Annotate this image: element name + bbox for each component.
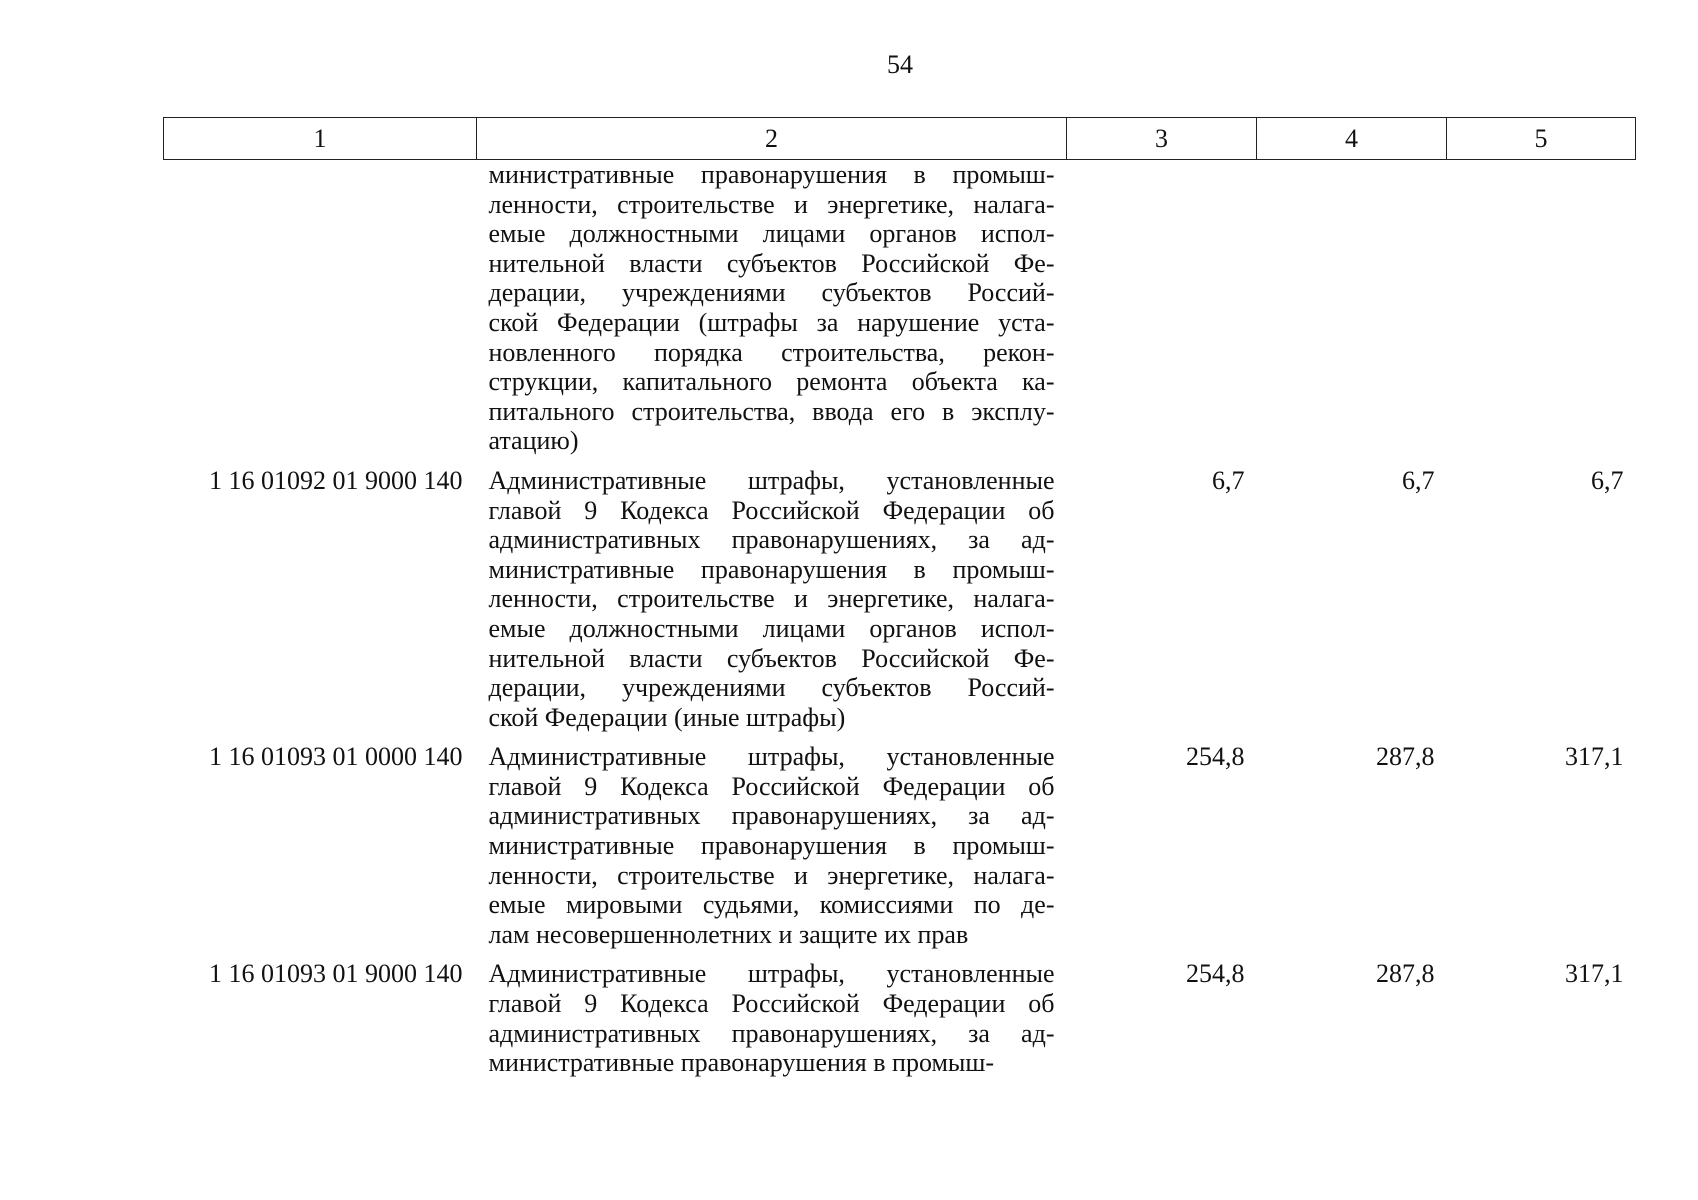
table-row	[164, 160, 1636, 466]
description-line: емые должностными лицами органов испол-	[488, 219, 1055, 249]
description-line: Административные штрафы, установленные	[488, 465, 1055, 495]
description-line: атацию)	[488, 426, 579, 456]
description-cell	[477, 959, 1067, 1087]
description-line: нительной власти субъектов Российской Фе-	[488, 643, 1055, 673]
description-line: министративные правонарушения в промыш-	[488, 160, 1055, 189]
description-cell	[477, 160, 1067, 466]
description-line: главой 9 Кодекса Российской Федерации об	[488, 495, 1055, 525]
description-line: министративные правонарушения в промыш-	[488, 831, 1055, 861]
description-line: главой 9 Кодекса Российской Федерации об	[488, 989, 1055, 1019]
description-line: ленности, строительстве и энергетике, налага-	[488, 584, 1055, 614]
value-cell-col-4: 6,7	[1402, 465, 1435, 495]
budget-code-cell	[164, 160, 477, 466]
column-header-4: 4	[1257, 118, 1447, 160]
value-cell-col-3: 6,7	[1212, 465, 1245, 495]
value-cell-col-3: 254,8	[1186, 742, 1245, 772]
value-cell-col-3	[1067, 160, 1257, 466]
value-cell-col-4: 287,8	[1376, 959, 1435, 989]
description-line: административных правонарушениях, за ад-	[488, 1018, 1055, 1048]
description-line: ской Федерации (иные штрафы)	[488, 702, 846, 732]
description-line: дерации, учреждениями субъектов Россий-	[488, 673, 1055, 703]
column-header-5: 5	[1447, 118, 1636, 160]
description-line: нительной власти субъектов Российской Фе-	[488, 248, 1055, 278]
description-line: Административные штрафы, установленные	[488, 742, 1055, 772]
column-header-3: 3	[1067, 118, 1257, 160]
page-number: 54	[887, 50, 913, 79]
table-header-row	[164, 118, 1636, 160]
value-cell-col-4: 287,8	[1376, 742, 1435, 772]
description-line: емые должностными лицами органов испол-	[488, 613, 1055, 643]
description-line: струкции, капитального ремонта объекта ка-	[488, 367, 1055, 397]
description-line: ленности, строительстве и энергетике, налага-	[488, 860, 1055, 890]
description-line: административных правонарушениях, за ад-	[488, 525, 1055, 555]
value-cell-col-3: 254,8	[1186, 959, 1245, 989]
value-cell-col-4	[1257, 160, 1447, 466]
description-line: лам несовершеннолетних и защите их прав	[488, 919, 969, 949]
table-body	[164, 160, 1636, 1088]
description-cell	[477, 742, 1067, 959]
description-line: ской Федерации (штрафы за нарушение уста-	[488, 307, 1055, 337]
description-line: емые мировыми судьями, комиссиями по де-	[488, 890, 1055, 920]
value-cell-col-5: 317,1	[1565, 742, 1624, 772]
budget-table	[163, 117, 1636, 1088]
description-line: новленного порядка строительства, рекон-	[488, 337, 1055, 367]
description-line: министративные правонарушения в промыш-	[488, 554, 1055, 584]
budget-code-cell: 1 16 01092 01 9000 140	[209, 465, 463, 495]
description-line: питального строительства, ввода его в эксплу-	[488, 396, 1055, 426]
description-line: Административные штрафы, установленные	[488, 959, 1055, 989]
column-header-2: 2	[477, 118, 1067, 160]
description-line: дерации, учреждениями субъектов Россий-	[488, 278, 1055, 308]
description-line: ленности, строительстве и энергетике, налага-	[488, 189, 1055, 219]
table-row	[164, 466, 1636, 742]
description-cell	[477, 466, 1067, 742]
table-row	[164, 959, 1636, 1087]
column-header-1: 1	[164, 118, 477, 160]
description-line: административных правонарушениях, за ад-	[488, 801, 1055, 831]
budget-code-cell: 1 16 01093 01 0000 140	[209, 742, 463, 772]
value-cell-col-5: 317,1	[1565, 959, 1624, 989]
budget-code-cell: 1 16 01093 01 9000 140	[209, 959, 463, 989]
value-cell-col-5: 6,7	[1591, 465, 1624, 495]
value-cell-col-5	[1447, 160, 1636, 466]
description-line: министративные правонарушения в промыш-	[488, 1048, 995, 1078]
table-row	[164, 742, 1636, 959]
description-line: главой 9 Кодекса Российской Федерации об	[488, 771, 1055, 801]
